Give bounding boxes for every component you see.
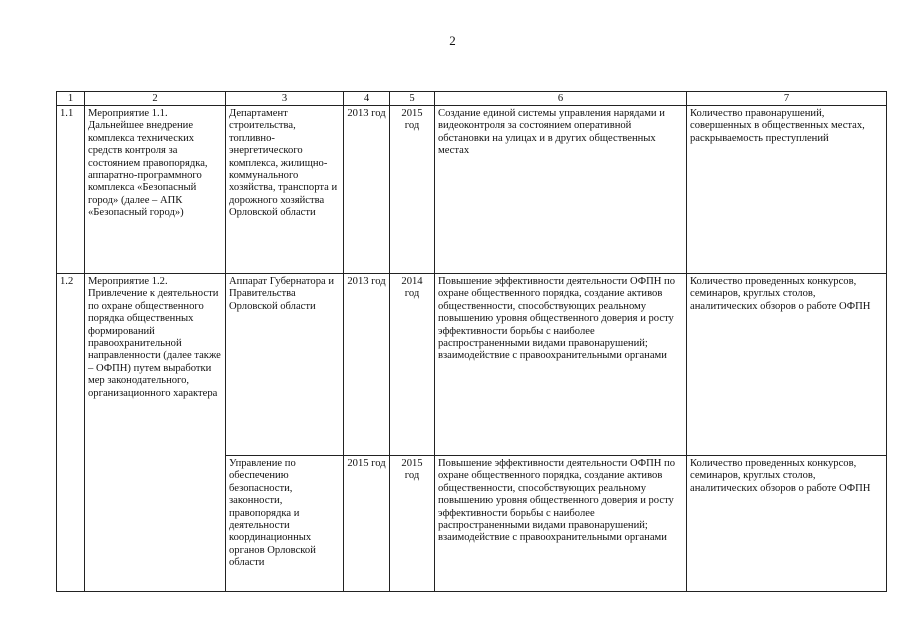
measure-cell: Мероприятие 1.2. Привлечение к деятельности по охране общественного порядка общественных формирований правоохранительной направленности (далее также – ОФПН) путем выработки мер законодательного, организационного характера (85, 274, 226, 456)
executor-cell: Аппарат Губернатора и Правительства Орловской области (226, 274, 344, 456)
start-year-cell: 2013 год (344, 274, 390, 456)
end-year-cell: 2014 год (390, 274, 435, 456)
page-number: 2 (449, 33, 456, 48)
start-year-cell: 2015 год (344, 456, 390, 592)
indicator-cell: Количество правонарушений, совершенных в общественных местах, раскрываемость преступлений (687, 106, 887, 274)
measure-cell-continued (85, 456, 226, 592)
col-header-4: 4 (344, 92, 390, 106)
table-row (57, 106, 887, 274)
col-header-6: 6 (435, 92, 687, 106)
executor-cell: Управление по обеспечению безопасности, законности, правопорядка и деятельности координационных органов Орловской области (226, 456, 344, 592)
end-year-cell: 2015 год (390, 456, 435, 592)
indicator-cell: Количество проведенных конкурсов, семинаров, круглых столов, аналитических обзоров о работе ОФПН (687, 274, 887, 456)
table-row (57, 456, 887, 592)
col-header-5: 5 (390, 92, 435, 106)
row-number: 1.2 (57, 274, 85, 456)
row-number-continued (57, 456, 85, 592)
indicator-cell: Количество проведенных конкурсов, семинаров, круглых столов, аналитических обзоров о работе ОФПН (687, 456, 887, 592)
col-header-2: 2 (85, 92, 226, 106)
row-number: 1.1 (57, 106, 85, 274)
end-year-cell: 2015 год (390, 106, 435, 274)
result-cell: Повышение эффективности деятельности ОФПН по охране общественного порядка, создание активов общественности, способствующих реальному повышению уровня общественного доверия и росту эффективности борьбы с наиболее распространенными видами правонарушений; взаимодействие с правоохранительными органами (435, 456, 687, 592)
result-cell: Создание единой системы управления нарядами и видеоконтроля за состоянием оперативной обстановки на улицах и в других общественных местах (435, 106, 687, 274)
measures-table (56, 91, 887, 592)
measure-cell: Мероприятие 1.1. Дальнейшее внедрение комплекса технических средств контроля за состоянием правопорядка, аппаратно-программного комплекса «Безопасный город» (далее – АПК «Безопасный город») (85, 106, 226, 274)
col-header-7: 7 (687, 92, 887, 106)
executor-cell: Департамент строительства, топливно-энергетического комплекса, жилищно-коммунального хозяйства, транспорта и дорожного хозяйства Орловской области (226, 106, 344, 274)
result-cell: Повышение эффективности деятельности ОФПН по охране общественного порядка, создание активов общественности, способствующих реальному повышению уровня общественного доверия и росту эффективности борьбы с наиболее распространенными видами правонарушений; взаимодействие с правоохранительными органами (435, 274, 687, 456)
start-year-cell: 2013 год (344, 106, 390, 274)
col-header-1: 1 (57, 92, 85, 106)
table-row (57, 274, 887, 456)
header-row (57, 92, 887, 106)
col-header-3: 3 (226, 92, 344, 106)
